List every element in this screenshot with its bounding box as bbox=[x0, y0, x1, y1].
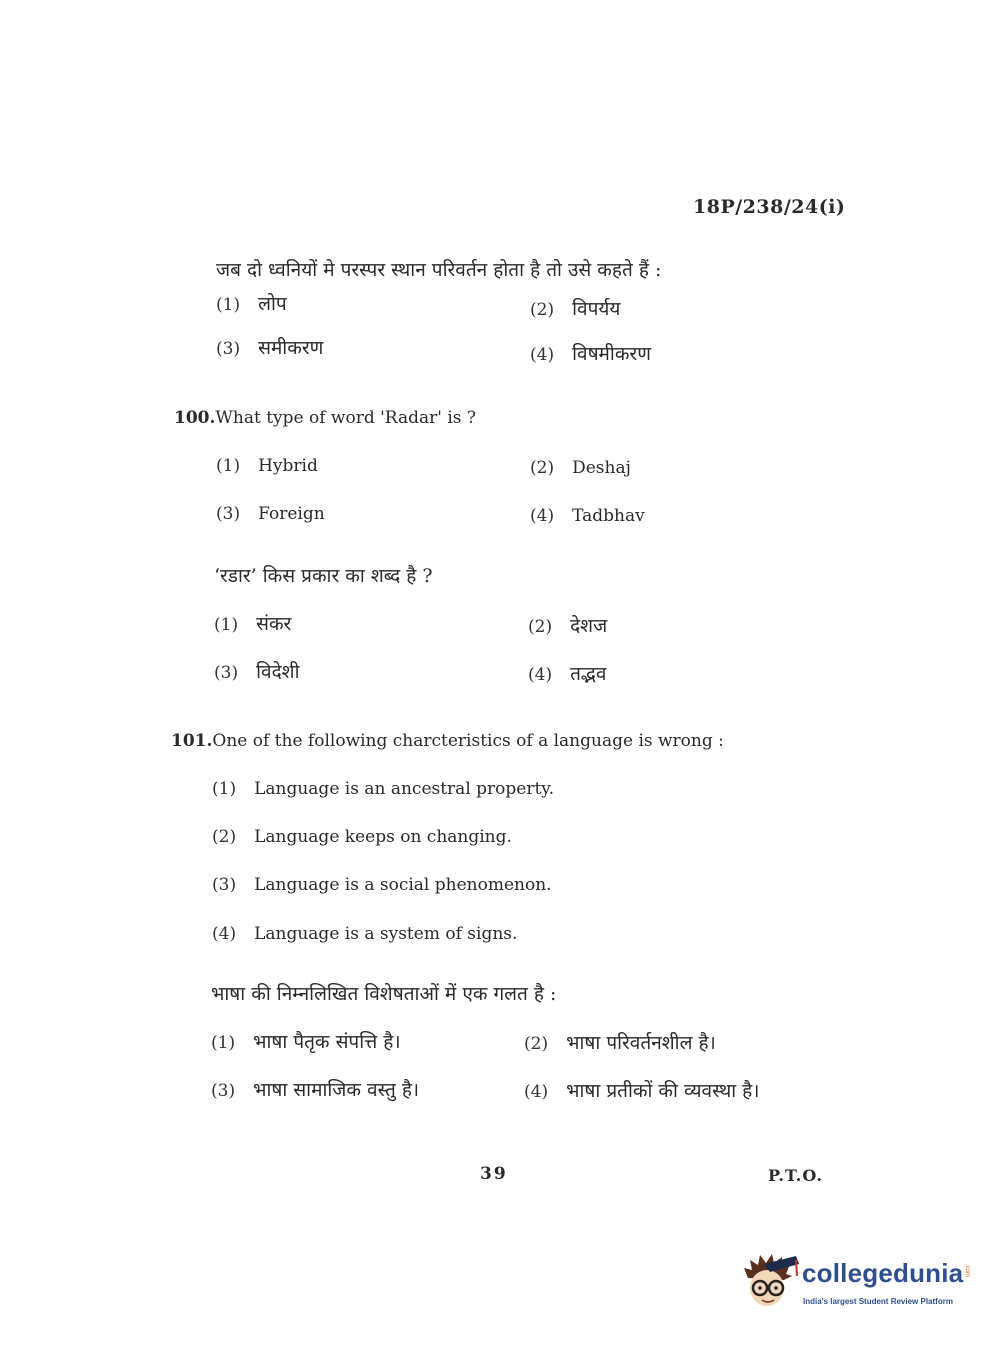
q99-option-2 bbox=[530, 295, 620, 321]
q100-option-3 bbox=[216, 504, 325, 524]
logo-tagline: India's largest Student Review Platform bbox=[803, 1297, 953, 1306]
q100-hindi-option-3 bbox=[214, 658, 300, 684]
option-text: भाषा प्रतीकों की व्यवस्था है। bbox=[566, 1080, 760, 1102]
option-number: (1) bbox=[214, 615, 239, 635]
option-number: (1) bbox=[216, 456, 241, 476]
q101-hindi-option-4 bbox=[524, 1077, 759, 1103]
q100-hindi-option-2 bbox=[528, 612, 607, 638]
option-text: Hybrid bbox=[258, 456, 318, 476]
question-text: What type of word 'Radar' is ? bbox=[215, 408, 477, 428]
q99-option-4 bbox=[530, 340, 651, 366]
q101-option-4 bbox=[212, 924, 517, 944]
paper-code: 18P/238/24(i) bbox=[693, 196, 846, 218]
option-text: विषमीकरण bbox=[572, 343, 651, 365]
option-text: Language is an ancestral property. bbox=[254, 779, 555, 799]
option-number: (1) bbox=[212, 779, 237, 799]
option-number: (2) bbox=[524, 1034, 549, 1054]
question-number: 100. bbox=[174, 408, 216, 428]
option-text: भाषा पैतृक संपत्ति है। bbox=[253, 1031, 401, 1053]
option-text: विदेशी bbox=[256, 661, 300, 683]
option-number: (4) bbox=[212, 924, 237, 944]
option-text: लोप bbox=[258, 293, 287, 315]
q101-question bbox=[171, 731, 724, 751]
option-number: (4) bbox=[530, 345, 555, 365]
option-number: (1) bbox=[211, 1033, 236, 1053]
option-text: Language is a social phenomenon. bbox=[254, 875, 552, 895]
q99-option-3 bbox=[216, 334, 323, 360]
option-text: Deshaj bbox=[572, 458, 631, 478]
option-number: (1) bbox=[216, 295, 241, 315]
q100-option-2 bbox=[530, 458, 631, 478]
q101-option-3 bbox=[212, 875, 552, 895]
option-text: देशज bbox=[570, 615, 608, 637]
pto-label: P.T.O. bbox=[768, 1166, 823, 1185]
question-number: 101. bbox=[171, 731, 213, 751]
option-number: (3) bbox=[211, 1081, 236, 1101]
q100-question bbox=[174, 408, 476, 428]
option-number: (3) bbox=[214, 663, 239, 683]
collegedunia-logo bbox=[742, 1250, 972, 1320]
logo-domain-suffix: .com bbox=[964, 1264, 970, 1278]
option-text: Language keeps on changing. bbox=[254, 827, 512, 847]
option-text: तद्भव bbox=[570, 663, 607, 685]
q100-hindi-question: ‘रडार’ किस प्रकार का शब्द है ? bbox=[214, 565, 433, 587]
logo-wordmark: collegedunia bbox=[802, 1258, 964, 1288]
mascot-icon bbox=[742, 1250, 800, 1312]
option-number: (3) bbox=[212, 875, 237, 895]
option-text: भाषा परिवर्तनशील है। bbox=[566, 1032, 716, 1054]
option-number: (4) bbox=[524, 1082, 549, 1102]
q101-hindi-option-1 bbox=[211, 1028, 401, 1054]
option-number: (3) bbox=[216, 504, 241, 524]
q100-option-1 bbox=[216, 456, 318, 476]
option-number: (2) bbox=[212, 827, 237, 847]
option-number: (4) bbox=[530, 506, 555, 526]
option-number: (3) bbox=[216, 339, 241, 359]
option-text: Foreign bbox=[258, 504, 325, 524]
option-text: भाषा सामाजिक वस्तु है। bbox=[253, 1079, 420, 1101]
option-text: समीकरण bbox=[258, 337, 324, 359]
page-number: 39 bbox=[480, 1164, 508, 1184]
option-number: (2) bbox=[528, 617, 553, 637]
question-text: One of the following charcteristics of a language is wrong : bbox=[212, 731, 724, 751]
q101-hindi-option-3 bbox=[211, 1076, 419, 1102]
q100-option-4 bbox=[530, 506, 645, 526]
option-text: Language is a system of signs. bbox=[254, 924, 518, 944]
q101-option-2 bbox=[212, 827, 512, 847]
q99-hindi-question: जब दो ध्वनियों मे परस्पर स्थान परिवर्तन होता है तो उसे कहते हैं : bbox=[216, 259, 662, 281]
option-text: विपर्यय bbox=[572, 298, 621, 320]
option-number: (2) bbox=[530, 300, 555, 320]
option-text: Tadbhav bbox=[572, 506, 645, 526]
q99-option-1 bbox=[216, 290, 287, 316]
option-number: (2) bbox=[530, 458, 555, 478]
q100-hindi-option-1 bbox=[214, 610, 291, 636]
q101-hindi-option-2 bbox=[524, 1029, 716, 1055]
q101-option-1 bbox=[212, 779, 554, 799]
q101-hindi-question: भाषा की निम्नलिखित विशेषताओं में एक गलत है : bbox=[211, 983, 557, 1005]
option-number: (4) bbox=[528, 665, 553, 685]
option-text: संकर bbox=[256, 613, 292, 635]
q100-hindi-option-4 bbox=[528, 660, 606, 686]
